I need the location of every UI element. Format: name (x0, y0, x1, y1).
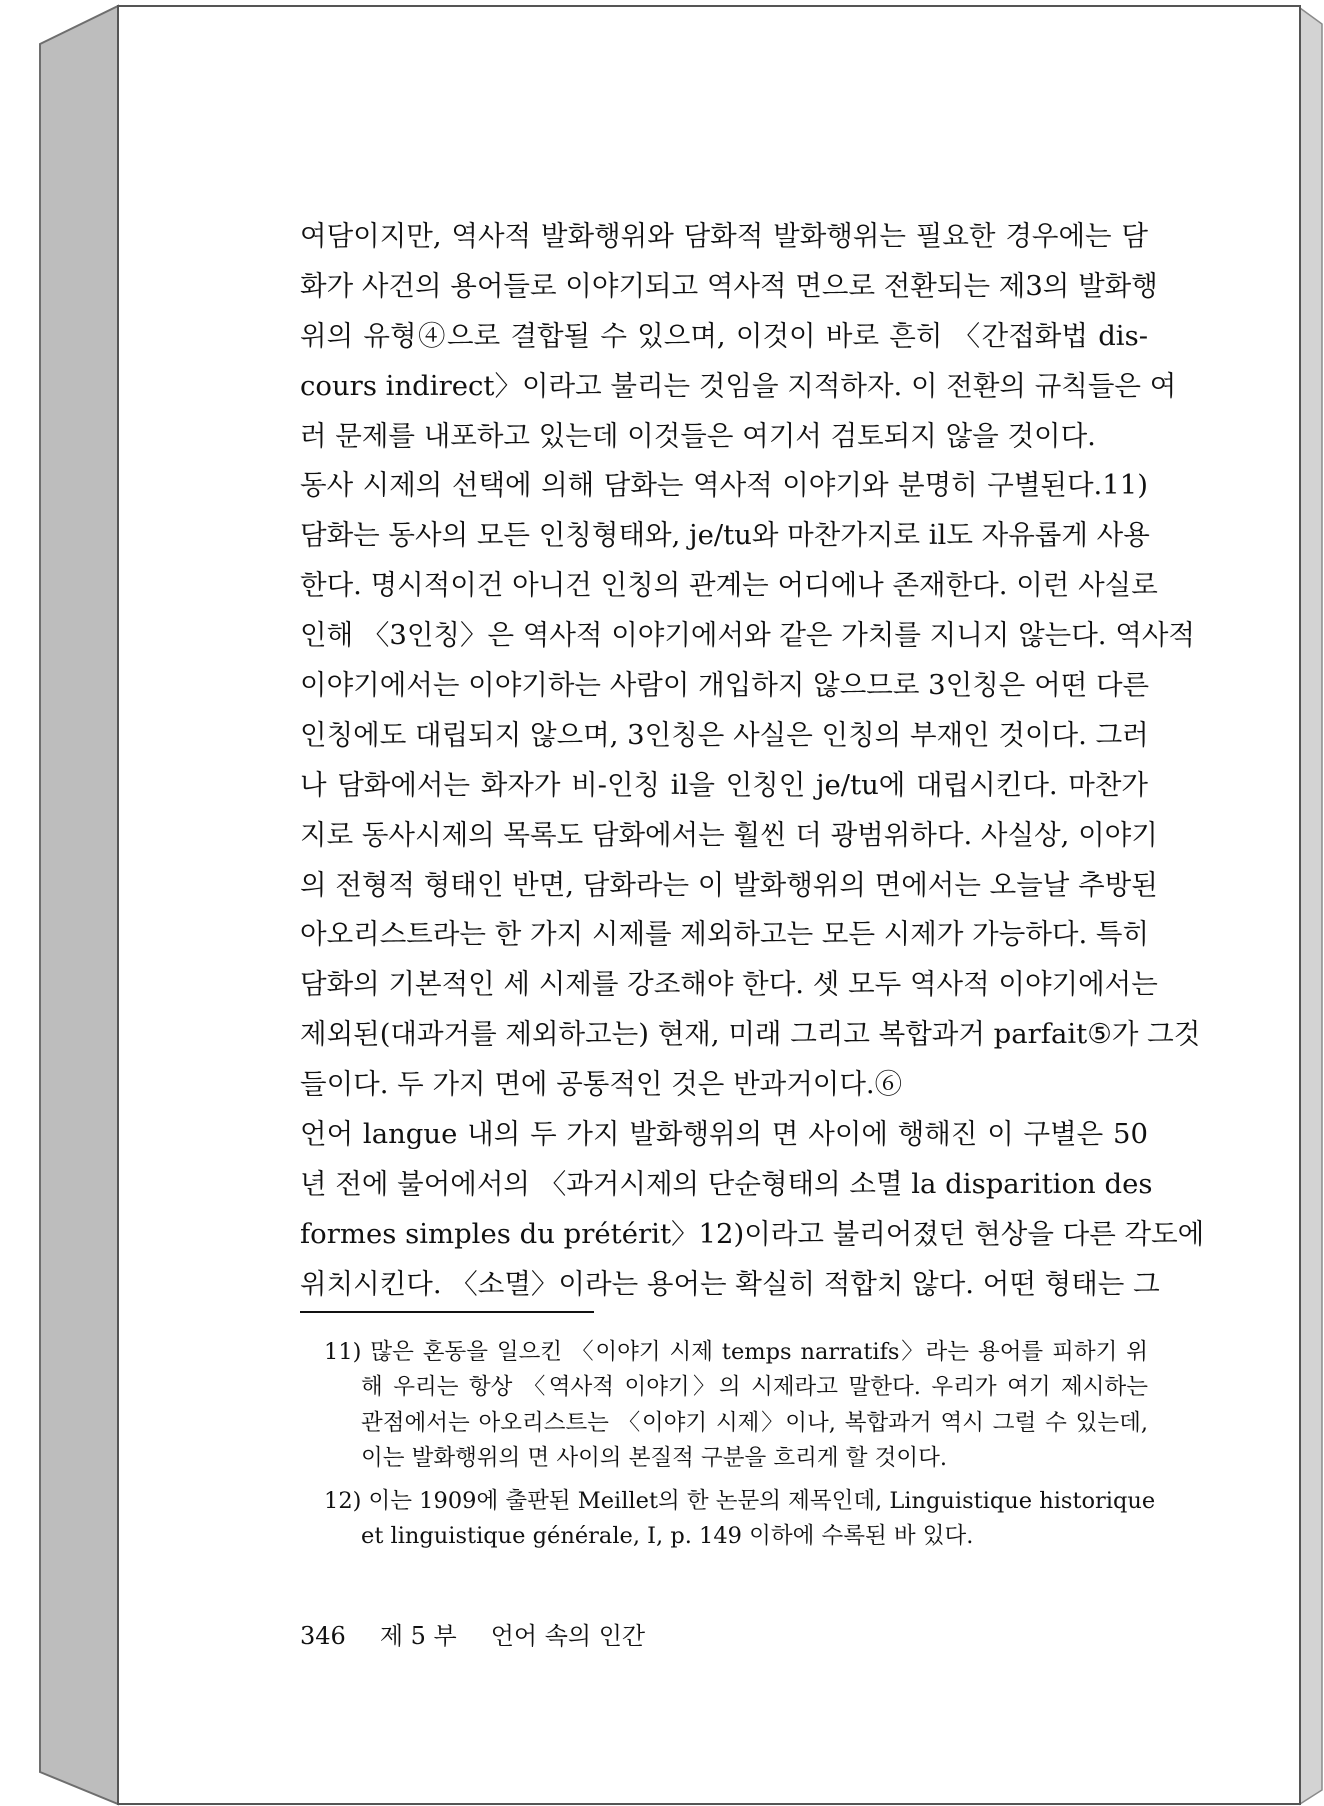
body-line: cours indirect〉이라고 불리는 것임을 지적하자. 이 전환의 규칙들은 여 (300, 369, 1177, 402)
running-footer (300, 1616, 679, 1651)
body-line: 여담이지만, 역사적 발화행위와 담화적 발화행위는 필요한 경우에는 담 (300, 220, 1148, 252)
body-text (300, 212, 1205, 1310)
body-line: 의 전형적 형태인 반면, 담화라는 이 발화행위의 면에서는 오늘날 추방된 (300, 868, 1158, 901)
body-line: 러 문제를 내포하고 있는데 이것들은 여기서 검토되지 않을 것이다. (300, 419, 1096, 452)
body-line: 년 전에 불어에서의 〈과거시제의 단순형태의 소멸 la disparition des (300, 1167, 1153, 1200)
body-line: 한다. 명시적이건 아니건 인칭의 관계는 어디에나 존재한다. 이런 사실로 (300, 569, 1158, 602)
body-line: 동사 시제의 선택에 의해 담화는 역사적 이야기와 분명히 구별된다.11) (300, 469, 1148, 502)
footnote-11-line: 관점에서는 아오리스트는 〈이야기 시제〉이나, 복합과거 역시 그럴 수 있는데, (361, 1409, 1148, 1436)
footnote-11-line: 해 우리는 항상 〈역사적 이야기〉의 시제라고 말한다. 우리가 여기 제시하는 (361, 1374, 1148, 1401)
body-line: 위의 유형④으로 결합될 수 있으며, 이것이 바로 흔히 〈간접화법 dis- (300, 319, 1148, 352)
body-line: 이야기에서는 이야기하는 사람이 개입하지 않으므로 3인칭은 어떤 다른 (300, 669, 1150, 702)
footnote-divider (300, 1311, 594, 1313)
body-line: 인칭에도 대립되지 않으며, 3인칭은 사실은 인칭의 부재인 것이다. 그러 (300, 718, 1149, 751)
footnote-12-line: 12) 이는 1909에 출판된 Meillet의 한 논문의 제목인데, Linguistique historique (324, 1488, 1156, 1515)
body-line: formes simples du prétérit〉12)이라고 불리어졌던 현상을 다른 각도에 (300, 1217, 1205, 1250)
footnotes (300, 1335, 1156, 1555)
part-title: 언어 속의 인간 (490, 1622, 646, 1650)
body-line: 아오리스트라는 한 가지 시제를 제외하고는 모든 시제가 가능하다. 특히 (300, 918, 1150, 951)
part-label: 제 5 부 (379, 1622, 457, 1650)
body-line: 나 담화에서는 화자가 비-인칭 il을 인칭인 je/tu에 대립시킨다. 마찬가 (300, 768, 1148, 801)
body-line: 언어 langue 내의 두 가지 발화행위의 면 사이에 행해진 이 구별은 50 (300, 1118, 1148, 1151)
page-number: 346 (300, 1622, 346, 1650)
footnote-12-line: et linguistique générale, I, p. 149 이하에 수록된 바 있다. (361, 1523, 974, 1550)
body-line: 제외된(대과거를 제외하고는) 현재, 미래 그리고 복합과거 parfait⑤가 그것 (300, 1018, 1201, 1051)
body-line: 들이다. 두 가지 면에 공통적인 것은 반과거이다.⑥ (300, 1068, 903, 1101)
body-line: 위치시킨다. 〈소멸〉이라는 용어는 확실히 적합치 않다. 어떤 형태는 그 (300, 1267, 1160, 1300)
body-line: 인해 〈3인칭〉은 역사적 이야기에서와 같은 가치를 지니지 않는다. 역사적 (300, 619, 1195, 652)
body-line: 담화의 기본적인 세 시제를 강조해야 한다. 셋 모두 역사적 이야기에서는 (300, 968, 1158, 1001)
footnote-11-line: 11) 많은 혼동을 일으킨 〈이야기 시제 temps narratifs〉라는 용어를 피하기 위 (324, 1339, 1148, 1365)
body-line: 담화는 동사의 모든 인칭형태와, je/tu와 마찬가지로 il도 자유롭게 사용 (300, 519, 1150, 552)
body-line: 화가 사건의 용어들로 이야기되고 역사적 면으로 전환되는 제3의 발화행 (300, 269, 1158, 302)
footnote-11-line: 이는 발화행위의 면 사이의 본질적 구분을 흐리게 할 것이다. (361, 1444, 948, 1471)
body-line: 지로 동사시제의 목록도 담화에서는 훨씬 더 광범위하다. 사실상, 이야기 (300, 818, 1158, 851)
